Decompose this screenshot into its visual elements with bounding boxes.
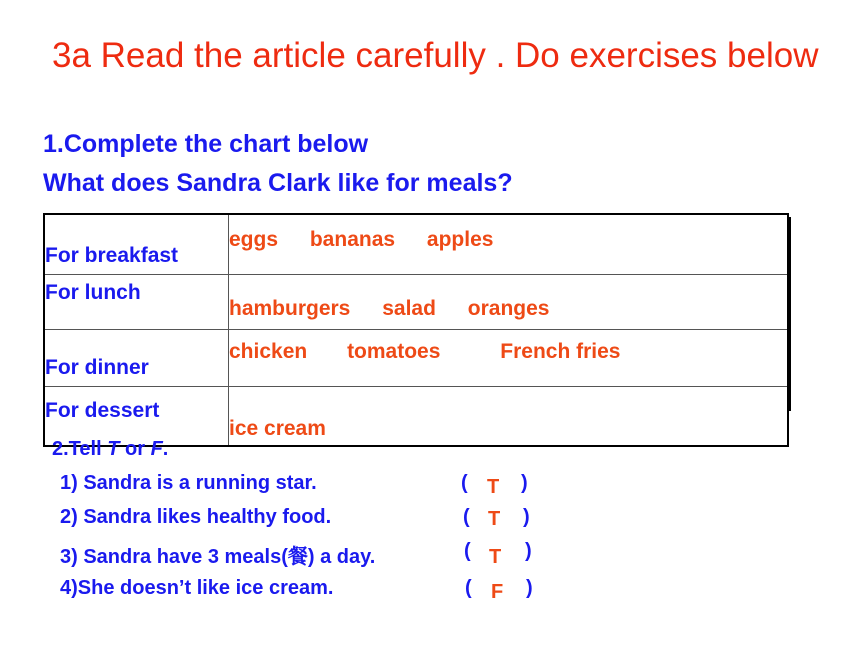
tf-open-paren-1: ( (461, 472, 468, 494)
tf-answer-3: T (489, 546, 502, 568)
meal-foods-lunch (229, 275, 789, 330)
food-item: salad (382, 297, 436, 320)
tf-statement-2: 2) Sandra likes healthy food. (60, 506, 332, 528)
meal-foods-dessert (229, 387, 789, 447)
meal-foods-breakfast (229, 214, 789, 275)
tf-answer-1: T (487, 476, 500, 498)
tf-close-paren-3: ) (525, 540, 532, 562)
tf-answer-4: F (491, 581, 504, 603)
tf-close-paren-4: ) (526, 577, 533, 599)
tf-heading-or: or (119, 438, 151, 460)
tf-close-paren-1: ) (521, 472, 528, 494)
meal-label-dessert: For dessert (44, 387, 229, 447)
meal-label-dinner: For dinner (44, 330, 229, 387)
section2-heading (52, 438, 168, 461)
meal-label-lunch: For lunch (44, 275, 229, 330)
table-row (44, 330, 788, 387)
food-item: apples (426, 228, 494, 251)
meal-chart-table (43, 213, 789, 447)
tf-answer-2: T (488, 508, 501, 530)
table-row (44, 275, 788, 330)
food-item: bananas (309, 228, 396, 251)
food-item: French fries (500, 340, 621, 363)
food-item: hamburgers (229, 297, 351, 320)
tf-heading-suffix: . (162, 438, 169, 460)
tf-statement-3: 3) Sandra have 3 meals(餐) a day. (60, 546, 376, 568)
food-item: eggs (229, 228, 279, 251)
tf-heading-t: T (107, 438, 120, 460)
tf-heading-prefix: 2.Tell (52, 438, 108, 460)
meal-chart (43, 213, 789, 447)
tf-close-paren-2: ) (523, 506, 530, 528)
food-item: tomatoes (347, 340, 441, 363)
food-item: ice cream (229, 417, 326, 440)
tf-heading-f: F (150, 438, 163, 460)
table-row (44, 214, 788, 275)
food-item: oranges (467, 297, 550, 320)
tf-open-paren-2: ( (463, 506, 470, 528)
section1-question: What does Sandra Clark like for meals? (43, 169, 513, 197)
tf-open-paren-3: ( (464, 540, 471, 562)
meal-label-breakfast: For breakfast (44, 214, 229, 275)
section1-heading: 1.Complete the chart below (43, 130, 369, 158)
food-item: chicken (229, 340, 308, 363)
slide-title: 3a Read the article carefully . Do exercises below (52, 36, 819, 75)
meal-foods-dinner (229, 330, 789, 387)
tf-statement-4: 4)She doesn’t like ice cream. (60, 577, 334, 599)
tf-open-paren-4: ( (465, 577, 472, 599)
tf-statement-1: 1) Sandra is a running star. (60, 472, 317, 494)
